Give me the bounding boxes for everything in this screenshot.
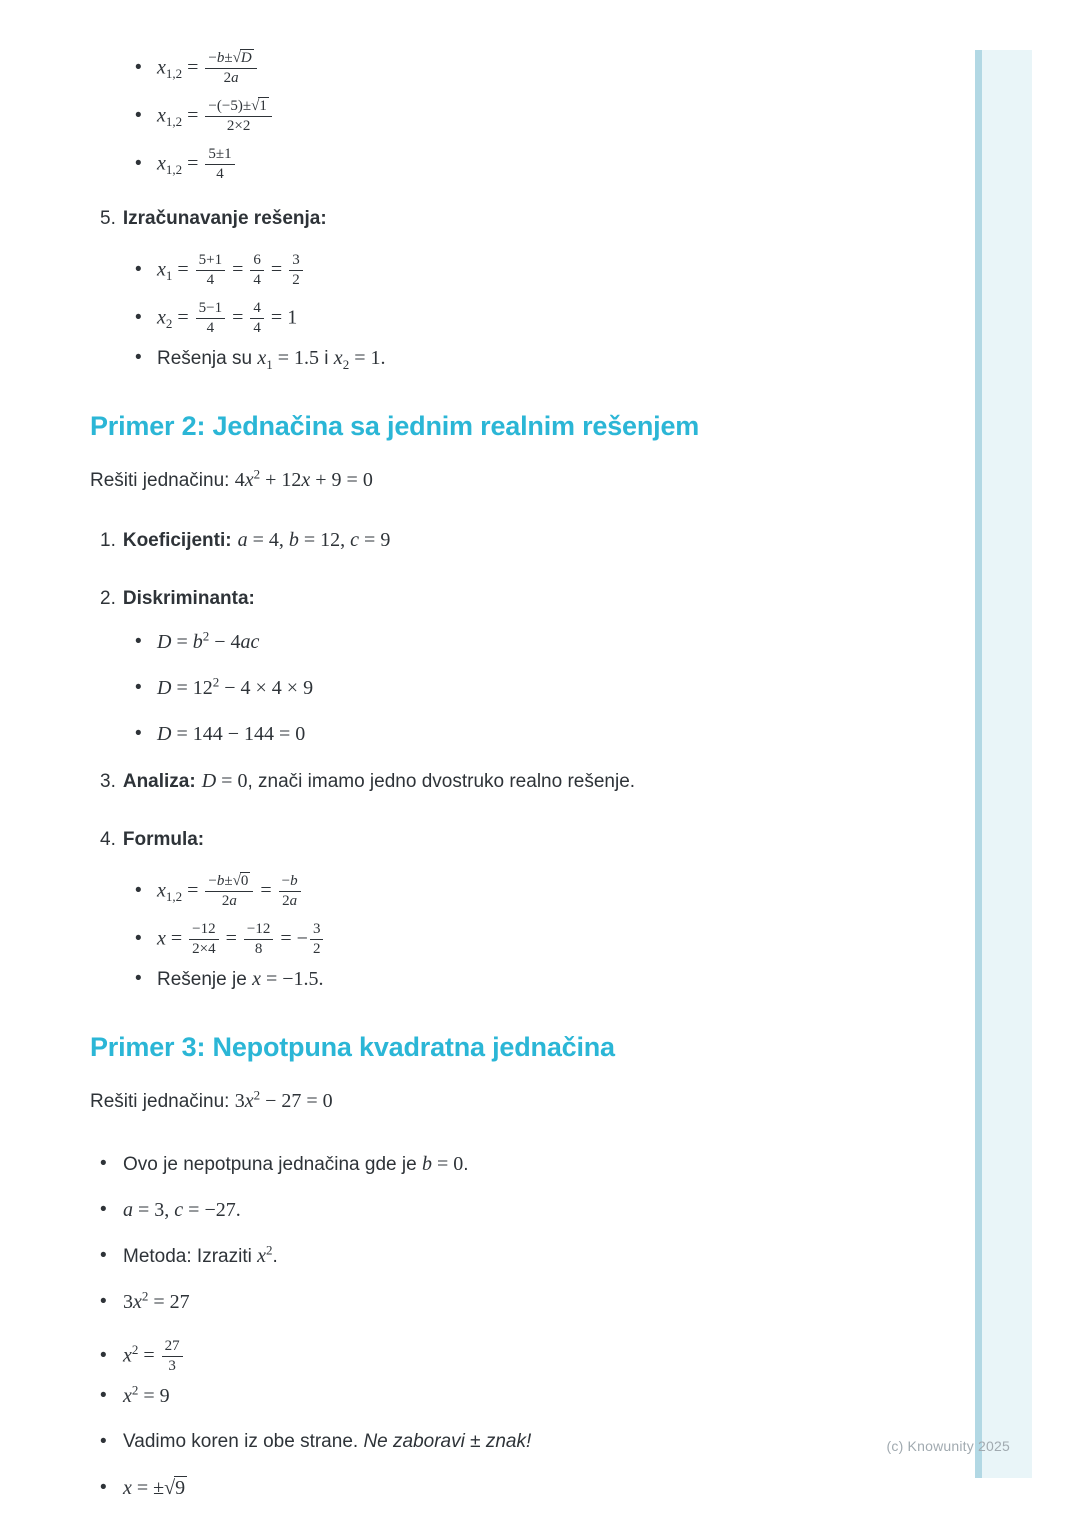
fraction-numerator [244, 921, 273, 940]
math-text: 2×4 [192, 940, 216, 957]
math-fraction [205, 50, 256, 87]
math-fraction [205, 873, 253, 910]
fraction-denominator [244, 940, 273, 958]
math-text: = ± [131, 1476, 165, 1499]
math-text: = [220, 927, 242, 950]
math-text: = [172, 258, 194, 281]
math-subscript: 1 [266, 356, 273, 372]
list-item-content [157, 146, 237, 183]
math-text: − [208, 872, 217, 889]
math-text: 5±1 [208, 145, 232, 162]
math-text: ± [224, 872, 233, 889]
list-item-content [157, 873, 303, 910]
math-variable: D [157, 630, 172, 653]
numbered-item [90, 586, 940, 612]
text-run: Rešenje je [157, 968, 253, 990]
math-text: = 0 [216, 770, 248, 792]
list-item [100, 1288, 940, 1316]
math-text: + 9 = 0 [310, 469, 373, 491]
fraction-numerator [189, 921, 218, 940]
bullet-list [90, 248, 940, 372]
list-item-content [123, 1338, 185, 1375]
math-text: 4 [216, 165, 224, 182]
bullet-icon: • [100, 1291, 107, 1312]
math-text: 5+1 [198, 251, 223, 268]
math-text: = 1.5 [272, 346, 320, 369]
math-text: = [227, 306, 249, 329]
list-item-content [157, 347, 385, 370]
text-run: Metoda: Izraziti [123, 1245, 258, 1267]
bullet-list [90, 1150, 940, 1502]
fraction-denominator [162, 1357, 183, 1375]
math-text: = [182, 104, 204, 127]
item-label: Izračunavanje rešenja: [122, 208, 327, 229]
item-label: Formula: [122, 829, 205, 850]
list-item [100, 1242, 940, 1270]
list-item [100, 1334, 940, 1378]
fraction-numerator [205, 146, 234, 165]
math-variable: a [229, 892, 237, 909]
list-item-content [123, 1199, 241, 1222]
math-variable: x [157, 152, 166, 175]
math-subscript: 1,2 [165, 888, 183, 904]
math-text: = 27 [148, 1290, 190, 1313]
bullet-list [90, 46, 940, 186]
math-text: = [255, 879, 277, 902]
bullet-icon: • [135, 723, 142, 744]
list-item-content [157, 723, 305, 746]
list-item-content [157, 300, 297, 337]
math-text: 4 [253, 271, 261, 288]
math-text: − [281, 872, 291, 889]
list-item-content [157, 921, 325, 958]
math-text: = [171, 630, 193, 653]
numbered-item [90, 768, 940, 795]
math-fraction [205, 98, 271, 135]
fraction-numerator [162, 1338, 183, 1357]
math-text: = 9 [359, 529, 391, 551]
math-text: = 144 − 144 = 0 [171, 722, 306, 745]
list-item-content [157, 674, 314, 700]
text-run: i [319, 347, 334, 369]
math-subscript: 1,2 [165, 113, 183, 129]
math-variable: x [123, 1384, 132, 1407]
math-variable: x [157, 879, 166, 902]
list-item [100, 1150, 940, 1178]
item-number: 3. [100, 771, 116, 792]
math-text: = 1 [265, 306, 298, 329]
paragraph [90, 1087, 940, 1116]
math-text: 4 [253, 299, 261, 316]
math-text: = 0 [431, 1152, 464, 1175]
math-sqrt [233, 873, 251, 889]
math-variable: x [157, 306, 166, 329]
list-item [135, 142, 940, 186]
list-item-content [123, 1477, 187, 1500]
math-text: = [182, 879, 204, 902]
math-superscript: 2 [141, 1288, 149, 1304]
math-variable: x [252, 967, 261, 990]
item-text [202, 771, 635, 792]
item-label: Analiza: [122, 771, 196, 792]
math-text: − 27 = 0 [260, 1090, 333, 1112]
fraction-denominator [196, 319, 225, 337]
math-variable: c [174, 1198, 184, 1221]
fraction-numerator [205, 873, 253, 892]
math-text: = [182, 56, 204, 79]
fraction-denominator [310, 940, 324, 958]
radical-icon: √ [232, 872, 241, 889]
math-fraction [310, 921, 324, 958]
math-text: − 4 × 4 × 9 [219, 676, 314, 699]
list-item [100, 1196, 940, 1224]
math-subscript: 2 [165, 315, 173, 331]
math-text: 6 [253, 251, 261, 268]
math-sqrt [164, 1477, 187, 1499]
bullet-icon: • [100, 1385, 107, 1406]
item-number: 4. [100, 829, 116, 850]
bullet-icon: • [100, 1245, 107, 1266]
fraction-denominator [205, 69, 256, 87]
fraction-denominator [189, 940, 218, 958]
math-text: 2 [221, 892, 230, 909]
math-text: = 3, [133, 1198, 175, 1221]
list-item [135, 94, 940, 138]
math-variable: D [157, 722, 172, 745]
text-run-italic: Ne zaboravi ± znak! [363, 1431, 532, 1452]
bullet-icon: • [135, 259, 142, 280]
fraction-numerator [205, 50, 256, 69]
math-variable: b [288, 529, 299, 551]
list-item [135, 46, 940, 90]
math-text: 2 [282, 892, 290, 909]
math-text: 0 [240, 872, 249, 889]
math-text: = 4, [247, 529, 289, 551]
math-superscript: 2 [266, 1242, 273, 1258]
section-heading: Primer 2: Jednačina sa jednim realnim rešenjem [90, 411, 700, 441]
bullet-icon: • [100, 1199, 107, 1220]
page-edge-stripe [975, 50, 1032, 1478]
fraction-denominator [250, 271, 264, 289]
math-superscript: 2 [131, 1341, 139, 1357]
bullet-list [90, 869, 940, 993]
bullet-icon: • [135, 347, 142, 368]
math-text: − 4 [209, 630, 241, 653]
bullet-icon: • [135, 880, 142, 901]
math-text: = [172, 306, 194, 329]
math-variable: a [231, 69, 239, 86]
math-subscript: 1 [165, 267, 173, 283]
fraction-denominator [279, 892, 301, 910]
math-variable: b [216, 49, 225, 66]
paragraph [90, 466, 940, 495]
list-item-content [157, 968, 324, 991]
math-variable: x [157, 104, 166, 127]
math-text: = 1. [349, 346, 386, 369]
math-variable: x [157, 56, 166, 79]
math-variable: x [123, 1476, 132, 1499]
text-run: Rešenja su [157, 347, 258, 369]
math-fraction [279, 873, 301, 910]
fraction-denominator [205, 117, 271, 135]
math-text: 2 [223, 69, 232, 86]
bullet-icon: • [135, 928, 142, 949]
math-variable: c [350, 529, 360, 551]
math-text: 2 [292, 271, 300, 288]
math-text: = [138, 1344, 160, 1367]
list-item-content [157, 628, 260, 654]
math-sqrt [251, 98, 269, 114]
math-variable: a [289, 892, 298, 909]
numbered-item [90, 206, 940, 232]
sqrt-content [240, 872, 251, 889]
math-superscript: 2 [212, 674, 220, 690]
math-text: 4 [206, 319, 215, 336]
math-variable: x [244, 1090, 254, 1112]
math-variable: b [192, 630, 203, 653]
bullet-icon: • [135, 968, 142, 989]
math-variable: x [257, 346, 267, 369]
math-text: − [208, 49, 217, 66]
item-text [238, 530, 391, 551]
math-variable: D [157, 676, 172, 699]
text-run: Rešiti jednačinu: [90, 1091, 235, 1112]
fraction-denominator [196, 271, 225, 289]
bullet-icon: • [135, 105, 142, 126]
list-item [100, 1382, 940, 1410]
math-fraction [250, 300, 264, 337]
math-fraction [162, 1338, 183, 1375]
math-variable: x [133, 1290, 142, 1313]
math-fraction [244, 921, 273, 958]
math-fraction [196, 300, 225, 337]
list-item-content [157, 98, 274, 135]
math-text: 3 [292, 251, 300, 268]
math-text: −(−5)± [208, 97, 252, 114]
math-text: 3 [312, 920, 321, 937]
math-variable: ac [240, 630, 260, 653]
fraction-numerator [310, 921, 324, 940]
fraction-numerator [196, 252, 225, 271]
bullet-icon: • [100, 1345, 107, 1366]
bullet-icon: • [135, 677, 142, 698]
sqrt-content [174, 1476, 187, 1499]
item-label: Diskriminanta: [122, 588, 255, 609]
math-superscript: 2 [131, 1382, 139, 1398]
math-variable: x [257, 1244, 266, 1267]
list-item-content [123, 1431, 531, 1453]
bullet-icon: • [135, 57, 142, 78]
radical-icon: √ [232, 49, 241, 66]
math-variable: x [157, 258, 166, 281]
document-body [90, 30, 940, 1520]
math-text: 9 [175, 1476, 186, 1499]
list-item-content [157, 252, 305, 289]
math-text: 3 [234, 1090, 245, 1112]
math-text: = 12 [171, 676, 213, 699]
math-variable: b [216, 872, 225, 889]
math-text: 2 [312, 940, 321, 957]
copyright-watermark: (c) Knowunity 2025 [886, 1438, 1010, 1454]
math-fraction [289, 252, 303, 289]
text-run: Vadimo koren iz obe strane. [123, 1431, 364, 1452]
bullet-icon: • [100, 1477, 107, 1498]
math-text: 3 [168, 1357, 176, 1374]
fraction-denominator [250, 319, 264, 337]
math-variable: x [301, 469, 311, 491]
item-number: 2. [100, 588, 116, 609]
math-fraction [196, 252, 225, 289]
math-variable: x [123, 1344, 132, 1367]
text-run: Rešiti jednačinu: [90, 470, 235, 491]
radical-icon: √ [251, 97, 260, 114]
fraction-numerator [289, 252, 303, 271]
math-text: = [265, 258, 288, 281]
text-run: , znači imamo jedno dvostruko realno rešenje. [247, 771, 636, 792]
math-fraction [250, 252, 264, 289]
math-variable: b [290, 872, 298, 889]
math-variable: D [240, 49, 252, 66]
radical-icon: √ [164, 1476, 176, 1499]
fraction-numerator [250, 300, 264, 319]
math-superscript: 2 [202, 628, 210, 644]
math-text: 1 [259, 97, 267, 114]
list-item [135, 720, 940, 748]
math-text: = [182, 152, 204, 175]
item-number: 5. [100, 208, 116, 229]
math-variable: x [157, 927, 166, 950]
item-number: 1. [100, 530, 116, 551]
list-item-content [123, 1242, 278, 1268]
math-subscript: 2 [342, 356, 350, 372]
text-run: . [463, 1153, 469, 1175]
fraction-numerator [205, 98, 271, 117]
math-text: + 12 [260, 469, 302, 491]
math-superscript: 2 [253, 1087, 261, 1103]
text-run: . [272, 1245, 278, 1267]
math-variable: x [244, 469, 254, 491]
math-text: = 9 [138, 1384, 170, 1407]
list-item [100, 1428, 940, 1456]
math-subscript: 1,2 [165, 161, 183, 177]
math-text: 8 [254, 940, 263, 957]
math-text: 4 [206, 271, 215, 288]
math-text: 5−1 [198, 299, 223, 316]
list-item [135, 869, 940, 913]
math-text: = [165, 927, 188, 950]
text-run: Ovo je nepotpuna jednačina gde je [123, 1153, 422, 1175]
math-variable: a [237, 529, 248, 551]
math-text: = −27. [183, 1198, 241, 1221]
section-heading: Primer 3: Nepotpuna kvadratna jednačina [90, 1032, 615, 1062]
sqrt-content [258, 97, 269, 114]
list-item-content [123, 1288, 190, 1314]
item-label: Koeficijenti: [122, 530, 232, 551]
fraction-numerator [279, 873, 301, 892]
math-text: 3 [123, 1290, 133, 1313]
math-text: 27 [164, 1337, 180, 1354]
math-variable: b [421, 1152, 432, 1175]
numbered-item [90, 827, 940, 853]
math-subscript: 1,2 [165, 65, 183, 81]
math-superscript: 2 [253, 466, 261, 482]
sqrt-content [240, 49, 254, 66]
fraction-denominator [289, 271, 303, 289]
math-variable: x [333, 346, 343, 369]
math-text: = −1.5. [260, 967, 324, 990]
math-text: = 12, [298, 529, 351, 551]
fraction-denominator [205, 165, 234, 183]
list-item [135, 248, 940, 292]
bullet-icon: • [100, 1153, 107, 1174]
list-item [100, 1474, 940, 1502]
math-text: −12 [192, 920, 216, 937]
numbered-item [90, 527, 940, 554]
fraction-denominator [205, 892, 253, 910]
bullet-icon: • [135, 307, 142, 328]
math-text: 2×2 [226, 117, 251, 134]
math-text: 4 [234, 469, 245, 491]
math-fraction [205, 146, 234, 183]
fraction-numerator [196, 300, 225, 319]
list-item [135, 917, 940, 961]
math-text: −12 [246, 920, 271, 937]
fraction-numerator [250, 252, 264, 271]
list-item [135, 296, 940, 340]
math-fraction [189, 921, 218, 958]
math-text: = [227, 258, 249, 281]
bullet-icon: • [100, 1431, 107, 1452]
math-text: 4 [253, 319, 261, 336]
list-item [135, 344, 940, 372]
list-item-content [123, 1382, 170, 1408]
list-item [135, 965, 940, 993]
list-item-content [123, 1153, 469, 1176]
bullet-list [90, 628, 940, 748]
list-item [135, 674, 940, 702]
math-text: = − [275, 927, 308, 950]
bullet-icon: • [135, 153, 142, 174]
bullet-icon: • [135, 631, 142, 652]
math-variable: D [201, 770, 217, 792]
math-sqrt [233, 50, 254, 66]
math-text: ± [224, 49, 233, 66]
list-item [135, 628, 940, 656]
list-item-content [157, 50, 259, 87]
math-variable: a [123, 1198, 133, 1221]
